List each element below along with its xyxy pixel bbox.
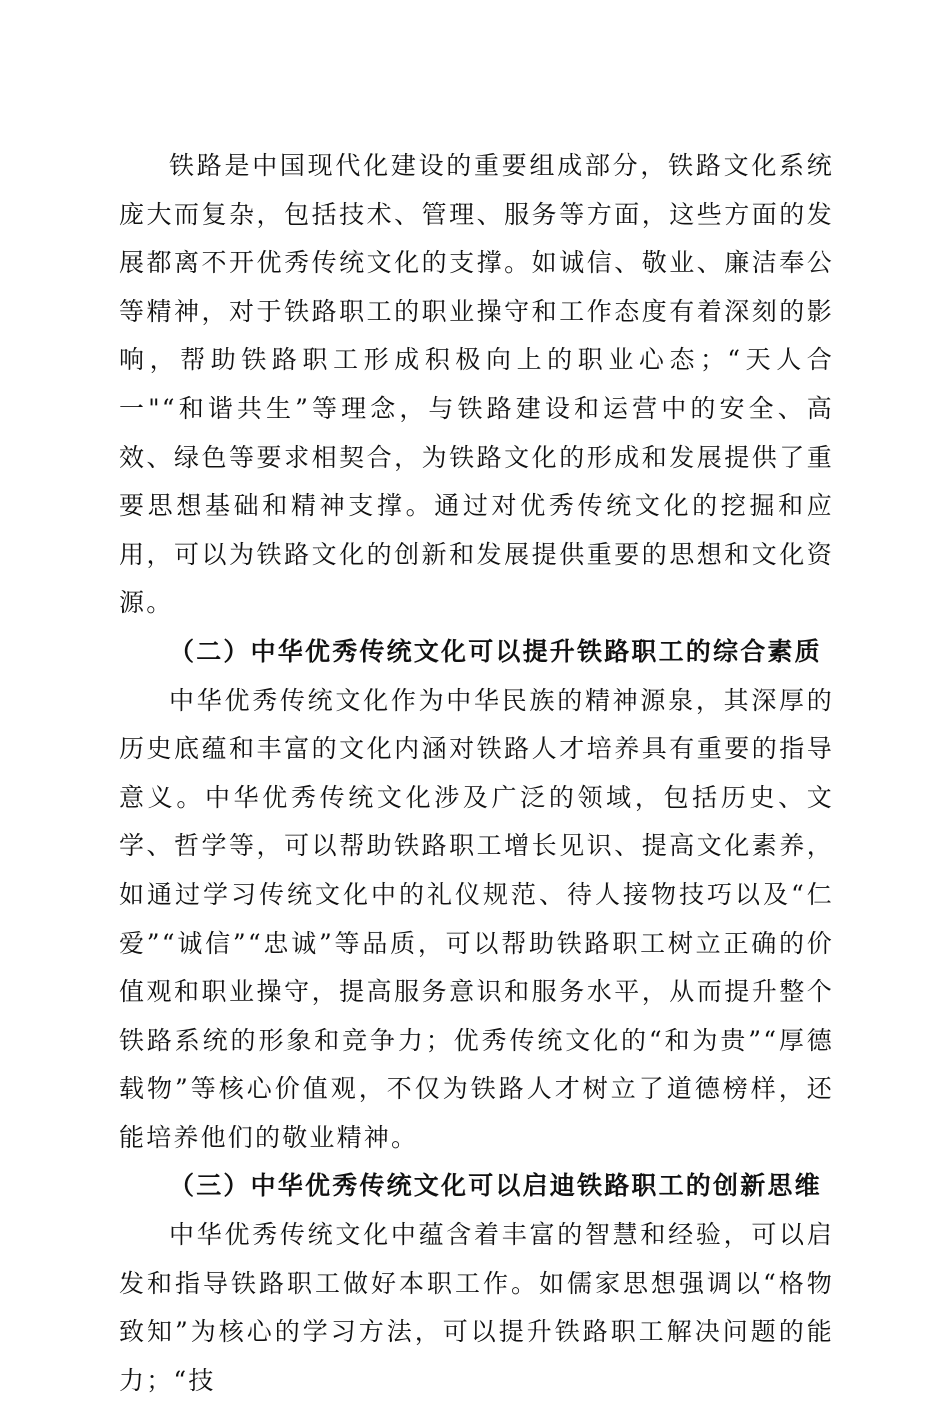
section-heading-3: （三）中华优秀传统文化可以启迪铁路职工的创新思维 bbox=[169, 1171, 822, 1201]
section-heading-2: （二）中华优秀传统文化可以提升铁路职工的综合素质 bbox=[169, 636, 822, 666]
paragraph-comprehensive-quality: 中华优秀传统文化作为中华民族的精神源泉，其深厚的历史底蕴和丰富的文化内涵对铁路人才培养具有重要的指导意义。中华优秀传统文化涉及广泛的领域，包括历史、文学、哲学等，可以帮助铁路职工增长见识、提高文化素养，如通过学习传统文化中的礼仪规范、待人接物技巧以及“仁爱”“诚信”“忠诚”等品质，可以帮助铁路职工树立正确的价值观和职业操守，提高服务意识和服务水平，从而提升整个铁路系统的形象和竞争力；优秀传统文化的“和为贵”“厚德载物”等核心价值观，不仅为铁路人才树立了道德榜样，还能培养他们的敬业精神。 bbox=[119, 685, 834, 1152]
paragraph-innovative-thinking: 中华优秀传统文化中蕴含着丰富的智慧和经验，可以启发和指导铁路职工做好本职工作。如儒家思想强调以“格物致知”为核心的学习方法，可以提升铁路职工解决问题的能力；“技 bbox=[119, 1220, 834, 1395]
paragraph-railway-culture: 铁路是中国现代化建设的重要组成部分，铁路文化系统庞大而复杂，包括技术、管理、服务等方面，这些方面的发展都离不开优秀传统文化的支撑。如诚信、敬业、廉洁奉公等精神，对于铁路职工的职业操守和工作态度有着深刻的影响，帮助铁路职工形成积极向上的职业心态；“天人合一"“和谐共生”等理念，与铁路建设和运营中的安全、高效、绿色等要求相契合，为铁路文化的形成和发展提供了重要思想基础和精神支撑。通过对优秀传统文化的挖掘和应用，可以为铁路文化的创新和发展提供重要的思想和文化资源。 bbox=[119, 151, 834, 618]
document-body bbox=[119, 142, 834, 1405]
